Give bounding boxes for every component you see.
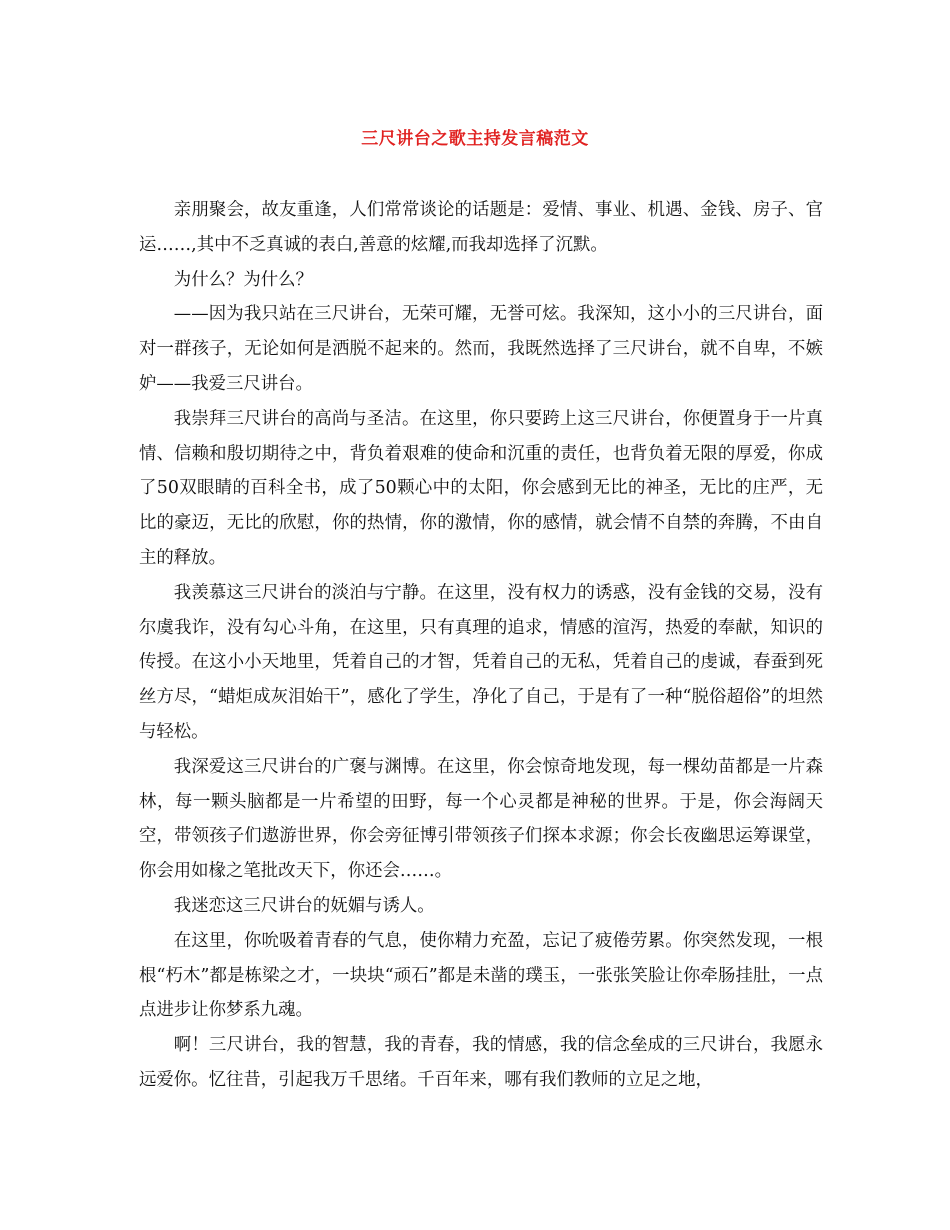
document-body (139, 193, 823, 1098)
paragraph: 我迷恋这三尺讲台的妩媚与诱人。 (173, 895, 435, 916)
paragraph: 啊！三尺讲台，我的智慧，我的青春，我的情感，我的信念垒成的三尺讲台，我愿永远爱你。忆往昔，引起我万千思绪。千百年来，哪有我们教师的立足之地， (139, 1035, 823, 1090)
document-title: 三尺讲台之歌主持发言稿范文 (361, 129, 589, 149)
paragraph: 我崇拜三尺讲台的高尚与圣洁。在这里，你只要跨上这三尺讲台，你便置身于一片真情、信赖和殷切期待之中，背负着艰难的使命和沉重的责任，也背负着无限的厚爱，你成了50双眼睛的百科全书，成了50颗心中的太阳，你会感到无比的神圣，无比的庄严，无比的豪迈，无比的欣慰，你的热情，你的激情，你的感情，就会情不自禁的奔腾，不由自主的释放。 (139, 408, 823, 568)
paragraph: 在这里，你吮吸着青春的气息，使你精力充盈，忘记了疲倦劳累。你突然发现，一根根“朽木”都是栋梁之才，一块块“顽石”都是未凿的璞玉，一张张笑脸让你牵肠挂肚，一点点进步让你梦系九魂。 (139, 930, 823, 1021)
paragraph: 为什么？为什么？ (173, 269, 313, 290)
paragraph: 我羡慕这三尺讲台的淡泊与宁静。在这里，没有权力的诱惑，没有金钱的交易，没有尔虞我诈，没有勾心斗角，在这里，只有真理的追求，情感的渲泻，热爱的奉献，知识的传授。在这小小天地里，凭着自己的才智，凭着自己的无私，凭着自己的虔诚，春蚕到死丝方尽，“蜡炬成灰泪始干”，感化了学生，净化了自己，于是有了一种“脱俗超俗”的坦然与轻松。 (139, 582, 823, 742)
paragraph: 我深爱这三尺讲台的广褒与渊博。在这里，你会惊奇地发现，每一棵幼苗都是一片森林，每一颗头脑都是一片希望的田野，每一个心灵都是神秘的世界。于是，你会海阔天空，带领孩子们遨游世界，你会旁征博引带领孩子们探本求源；你会长夜幽思运筹课堂，你会用如椽之笔批改天下，你还会……。 (139, 756, 823, 882)
paragraph: ——因为我只站在三尺讲台，无荣可耀，无誉可炫。我深知，这小小的三尺讲台，面对一群孩子，无论如何是洒脱不起来的。然而，我既然选择了三尺讲台，就不自卑，不嫉妒——我爱三尺讲台。 (139, 304, 823, 394)
paragraph: 亲朋聚会，故友重逢，人们常常谈论的话题是：爱情、事业、机遇、金钱、房子、官运……,其中不乏真诚的表白,善意的炫耀,而我却选择了沉默。 (139, 200, 823, 255)
